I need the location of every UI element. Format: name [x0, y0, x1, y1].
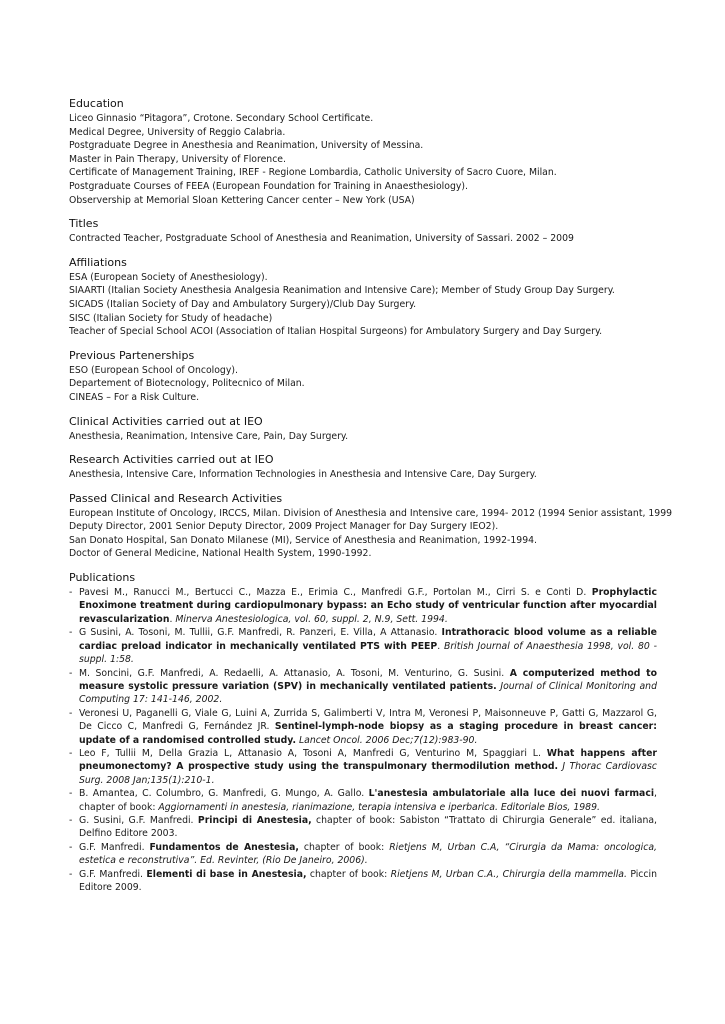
titles-section [69, 217, 657, 246]
publication-title: Elementi di base in Anestesia, [146, 868, 307, 880]
publication-authors: G Susini, A. Tosoni, M. Tullii, G.F. Manfredi, R. Panzeri, E. Villa, A Attanasio. [79, 627, 442, 639]
section-heading: Passed Clinical and Research Activities [69, 491, 283, 505]
section-heading: Clinical Activities carried out at IEO [69, 414, 263, 428]
publication-authors: G.F. Manfredi. [79, 868, 147, 880]
affiliations-section [69, 256, 657, 339]
publication-source: Journal of Clinical Monitoring and Computing 17: 141-146, 2002. [79, 680, 657, 706]
affiliation-line: SIAARTI (Italian Society Anesthesia Analgesia Reanimation and Intensive Care); Member of Study Group Day Surgery. [69, 285, 615, 297]
publication-title: Principi di Anestesia, [197, 814, 312, 826]
education-section [69, 97, 657, 207]
affiliation-line: SICADS (Italian Society of Day and Ambulatory Surgery)/Club Day Surgery. [69, 298, 417, 310]
publication-item [69, 814, 657, 841]
education-line: Liceo Ginnasio “Pitagora”, Crotone. Secondary School Certificate. [69, 113, 374, 124]
affiliation-line: ESA (European Society of Anesthesiology). [69, 271, 268, 283]
publication-source: British Journal of Anaesthesia 1998, vol. 80 - suppl. 1:58. [79, 640, 657, 666]
publication-source: Lancet Oncol. 2006 Dec;7(12):983-90. [298, 734, 478, 746]
clinical-activities-section [69, 415, 657, 444]
affiliation-line: Teacher of Special School ACOI (Association of Italian Hospital Surgeons) for Ambulatory Surgery and Day Surgery. [69, 326, 603, 338]
education-line: Observership at Memorial Sloan Kettering Cancer center – New York (USA) [69, 194, 415, 206]
clinical-activities-line: Anesthesia, Reanimation, Intensive Care, Pain, Day Surgery. [69, 430, 349, 442]
passed-activities-line: Doctor of General Medicine, National Health System, 1990-1992. [69, 548, 372, 560]
section-heading: Research Activities carried out at IEO [69, 453, 274, 467]
publication-authors: G. Susini, G.F. Manfredi. [79, 814, 198, 826]
section-heading: Affiliations [69, 255, 127, 269]
partnership-line: Departement of Biotecnology, Politecnico of Milan. [69, 378, 305, 390]
partnerships-section [69, 349, 657, 405]
publication-item [69, 586, 657, 626]
publication-item [69, 707, 657, 747]
education-line: Medical Degree, University of Reggio Calabria. [69, 126, 286, 138]
passed-activities-line: San Donato Hospital, San Donato Milanese (MI), Service of Anesthesia and Reanimation, 1992-1994. [69, 534, 537, 546]
research-activities-line: Anesthesia, Intensive Care, Information Technologies in Anesthesia and Intensive Care, Day Surgery. [69, 469, 537, 481]
publication-title: Intrathoracic blood volume as a reliable cardiac preload indicator in mechanically ventilated PTS with PEEP [79, 627, 657, 652]
publication-title: Fundamentos de Anestesia, [149, 841, 299, 853]
publication-title: L'anestesia ambulatoriale alla luce dei nuovi farmaci [368, 788, 655, 800]
education-line: Master in Pain Therapy, University of Florence. [69, 153, 286, 165]
section-heading: Publications [69, 571, 136, 585]
publication-connector: . [437, 640, 444, 652]
publication-authors: Pavesi M., Ranucci M., Bertucci C., Mazza E., Erimia C., Manfredi G.F., Portolan M., Cirri S. e Conti D. [79, 587, 592, 599]
section-heading: Titles [69, 217, 99, 231]
publication-connector: chapter of book: Sabiston “Trattato di Chirurgia Generale” ed. italiana, Delfino Editore 2003. [79, 814, 657, 840]
section-heading: Education [69, 97, 124, 110]
publication-authors: M. Soncini, G.F. Manfredi, A. Redaelli, A. Attanasio, A. Tosoni, M. Venturino, G. Susini. [79, 667, 510, 679]
publication-item [69, 868, 657, 895]
publication-connector: chapter of book: [298, 841, 390, 853]
publication-authors: Veronesi U, Paganelli G, Viale G, Luini A, Zurrida S, Galimberti V, Intra M, Veronesi P, Maisonneuve P, Gatti G, Mazzarol G, De Cicco C, Manfredi G, Fernández JR. [79, 707, 657, 733]
publication-authors: G.F. Manfredi. [79, 841, 150, 853]
publication-source: Rietjens M, Urban C.A., Chirurgia della mammella. [390, 868, 627, 880]
education-line: Postgraduate Degree in Anesthesia and Reanimation, University of Messina. [69, 140, 424, 152]
publication-title: What happens after pneumonectomy? A prospective study using the transpulmonary thermodilution method. [79, 747, 657, 773]
publication-title: Sentinel-lymph-node biopsy as a staging procedure in breast cancer: update of a randomised controlled study. [79, 721, 657, 746]
education-line: Postgraduate Courses of FEEA (European Foundation for Training in Anaesthesiology). [69, 180, 468, 192]
passed-activities-line: European Institute of Oncology, IRCCS, Milan. Division of Anesthesia and Intensive care, 1994- 2012 (1994 Senior assistant, 1999 [69, 507, 673, 519]
publication-title: A computerized method to measure systolic pressure variation (SPV) in mechanically ventilated patients. [79, 667, 657, 692]
publication-tail: Piccin Editore 2009. [79, 868, 658, 893]
publication-source: Rietjens M, Urban C.A, “Cirurgia da Mama: oncologica, estetica e reconstrutiva”. Ed. Revinter, (Rio De Janeiro, 2006). [79, 841, 657, 867]
publication-source: Aggiornamenti in anestesia, rianimazione, terapia intensiva e iperbarica. Editoriale Bios, 1989. [158, 801, 600, 813]
publication-item [69, 667, 657, 707]
passed-activities-line: Deputy Director, 2001 Senior Deputy Director, 2009 Project Manager for Day Surgery IEO2). [69, 521, 499, 533]
publication-title: Prophylactic Enoximone treatment during cardiopulmonary bypass: an Echo study of ventricular function after myocardial revascularization [79, 587, 657, 625]
publication-item [69, 841, 657, 868]
titles-line: Contracted Teacher, Postgraduate School of Anesthesia and Reanimation, University of Sassari. 2002 – 2009 [69, 233, 574, 245]
publication-connector: chapter of book: [306, 868, 391, 880]
publication-list [69, 586, 657, 894]
passed-activities-section [69, 491, 673, 561]
research-activities-section [69, 453, 657, 482]
publication-source: J Thorac Cardiovasc Surg. 2008 Jan;135(1):210-1. [79, 761, 657, 786]
publication-connector: . [169, 613, 176, 625]
section-heading: Previous Partenerships [69, 348, 195, 362]
publication-source: Minerva Anestesiologica, vol. 60, suppl. 2, N.9, Sett. 1994. [175, 613, 448, 625]
publication-authors: Leo F, Tullii M, Della Grazia L, Attanasio A, Tosoni A, Manfredi G, Venturino M, Spaggiari L. [79, 747, 547, 759]
publication-connector: , chapter of book: [79, 788, 657, 813]
publication-authors: B. Amantea, C. Columbro, G. Manfredi, G. Mungo, A. Gallo. [79, 788, 369, 800]
publications-section [69, 571, 657, 894]
publication-item [69, 747, 657, 787]
publication-item [69, 626, 657, 666]
education-line: Certificate of Management Training, IREF - Regione Lombardia, Catholic University of Sacro Cuore, Milan. [69, 167, 557, 179]
affiliation-line: SISC (Italian Society for Study of headache) [69, 312, 273, 324]
partnership-line: CINEAS – For a Risk Culture. [69, 391, 200, 403]
partnership-line: ESO (European School of Oncology). [69, 364, 238, 376]
publication-item [69, 787, 657, 814]
